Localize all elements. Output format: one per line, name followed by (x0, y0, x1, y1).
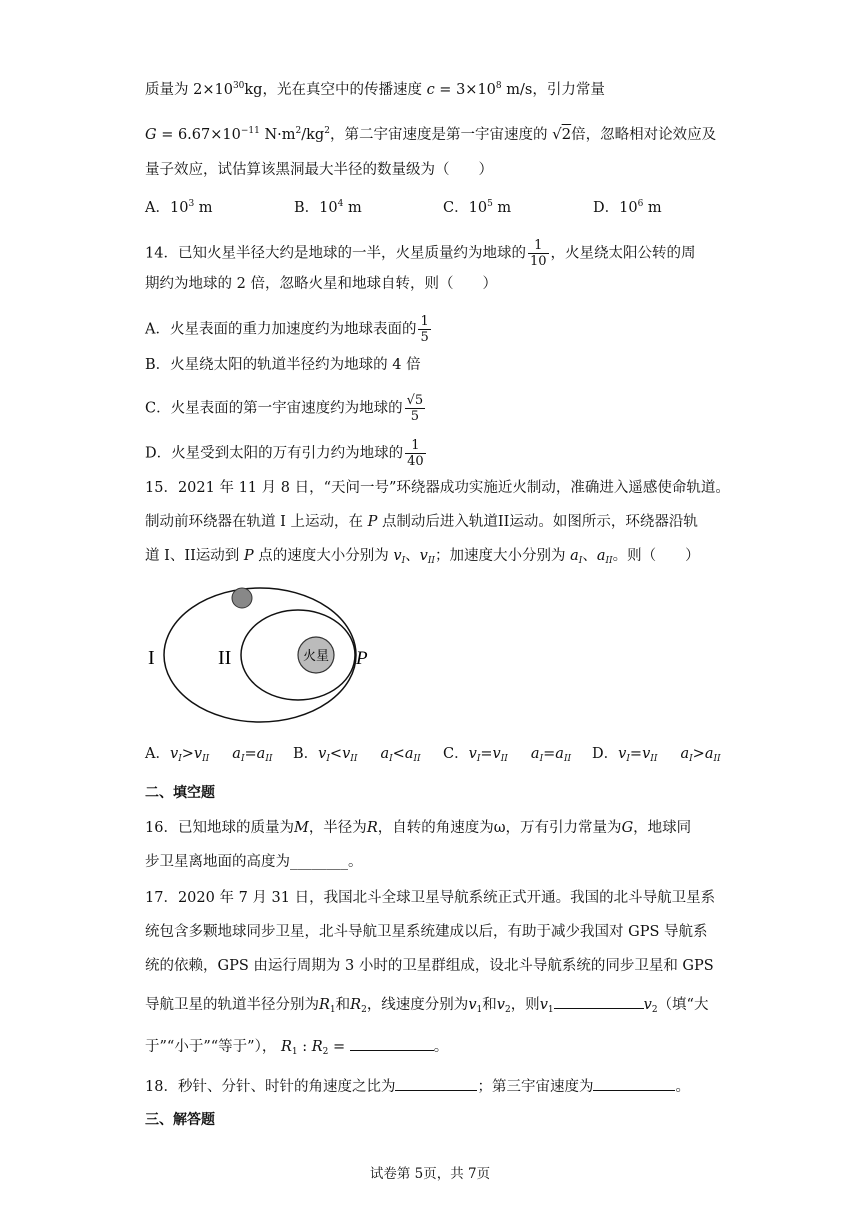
q14-option-d[interactable]: D．火星受到太阳的万有引力约为地球的 $\frac{1}{40}$ (145, 438, 424, 469)
fraction-1-5: $\frac{1}{5}$ (420, 314, 429, 345)
q15-option-b[interactable]: B．$v_I<v_{II}$ $a_I<a_{II}$ (293, 746, 421, 764)
q13-line3: 量子效应，试估算该黑洞最大半径的数量级为（ ） (145, 162, 493, 178)
q17-line2: 统包含多颗地球同步卫星，北斗导航卫星系统建成以后，有助于减少我国对 GPS 导航系 (145, 924, 708, 940)
section-fill-in: 二、填空题 (145, 785, 215, 801)
q14-line2: 期约为地球的 2 倍，忽略火星和地球自转，则（ ） (145, 276, 497, 292)
q13-option-c[interactable]: C．$10^5$ m (443, 199, 512, 216)
q17-line5: 于”“小于”“等于”）， $R_1$ : $R_2$ = 。 (145, 1036, 448, 1057)
q18-line: 18．秒针、分针、时针的角速度之比为 ；第三宇宙速度为 。 (145, 1076, 690, 1097)
q14-option-c[interactable]: C．火星表面的第一宇宙速度约为地球的 $\frac{√5}{5}$ (145, 393, 424, 424)
q17-line4: 导航卫星的轨道半径分别为$R_1$和$R_2$，线速度分别为$v_1$和$v_2$，则$v_1$ $v_2$（填“大 (145, 994, 708, 1015)
page-footer: 试卷第 5页，共 7页 (369, 1166, 491, 1182)
q15-option-d[interactable]: D．$v_I=v_{II}$ $a_I>a_{II}$ (592, 746, 721, 764)
q18-blank-1[interactable] (395, 1076, 477, 1091)
section-solve: 三、解答题 (145, 1112, 215, 1128)
q18-blank-2[interactable] (593, 1076, 675, 1091)
fraction-1-10: $\frac{1}{10}$ (529, 238, 547, 269)
q17-line3: 统的依赖，GPS 由运行周期为 3 小时的卫星群组成，设北斗导航系统的同步卫星和 GPS (145, 958, 714, 974)
q14-option-b[interactable]: B．火星绕太阳的轨道半径约为地球的 4 倍 (145, 357, 421, 373)
orbit-diagram (138, 582, 378, 727)
q13-option-b[interactable]: B．$10^4$ m (294, 199, 362, 216)
orbiter-icon (232, 588, 252, 608)
q13-option-a[interactable]: A．$10^3$ m (145, 199, 213, 216)
q13-option-d[interactable]: D．$10^6$ m (593, 199, 662, 216)
q15-line3: 道 I、II运动到 P 点的速度大小分别为 $v_I$、$v_{II}$；加速度大小分别为 $a_I$、$a_{II}$。则（ ） (145, 548, 700, 566)
q15-line1: 15．2021 年 11 月 8 日，“天问一号”环绕器成功实施近火制动，准确进入遥感使命轨道。 (145, 480, 730, 496)
q16-line2: 步卫星离地面的高度为________。 (145, 854, 363, 870)
fraction-sqrt5-5: $\frac{√5}{5}$ (406, 393, 424, 424)
label-orbit-i: I (148, 647, 155, 669)
q14-line1: 14．已知火星半径大约是地球的一半，火星质量约为地球的 $\frac{1}{10}$ ，火星绕太阳公转的周 (145, 238, 696, 269)
q14-option-a[interactable]: A．火星表面的重力加速度约为地球表面的 $\frac{1}{5}$ (145, 314, 429, 345)
q15-option-a[interactable]: A．$v_I>v_{II}$ $a_I=a_{II}$ (145, 746, 273, 764)
q15-line2: 制动前环绕器在轨道 I 上运动，在 P 点制动后进入轨道II运动。如图所示，环绕器沿轨 (145, 514, 698, 530)
label-point-p: P (356, 648, 368, 669)
q17-blank-2[interactable] (350, 1036, 434, 1051)
q17-blank-1[interactable] (554, 994, 644, 1009)
label-planet: 火星 (302, 649, 330, 664)
q13-line1: 质量为 $2\times 10^{30}kg$，光在真空中的传播速度 $c = 3\times 10^8$ m/s，引力常量 (145, 81, 605, 98)
q13-line2: $G = 6.67\times 10^{-11}$ $N\cdot m^2/kg^2$，第二宇宙速度是第一宇宙速度的 √2倍，忽略相对论效应及 (145, 125, 717, 143)
label-orbit-ii: II (218, 647, 232, 669)
q16-line1: 16．已知地球的质量为M，半径为R，自转的角速度为ω，万有引力常量为G，地球同 (145, 820, 692, 836)
q17-line1: 17．2020 年 7 月 31 日，我国北斗全球卫星导航系统正式开通。我国的北斗导航卫星系 (145, 890, 716, 906)
fraction-1-40: $\frac{1}{40}$ (407, 438, 424, 469)
q15-option-c[interactable]: C．$v_I=v_{II}$ $a_I=a_{II}$ (443, 746, 572, 764)
